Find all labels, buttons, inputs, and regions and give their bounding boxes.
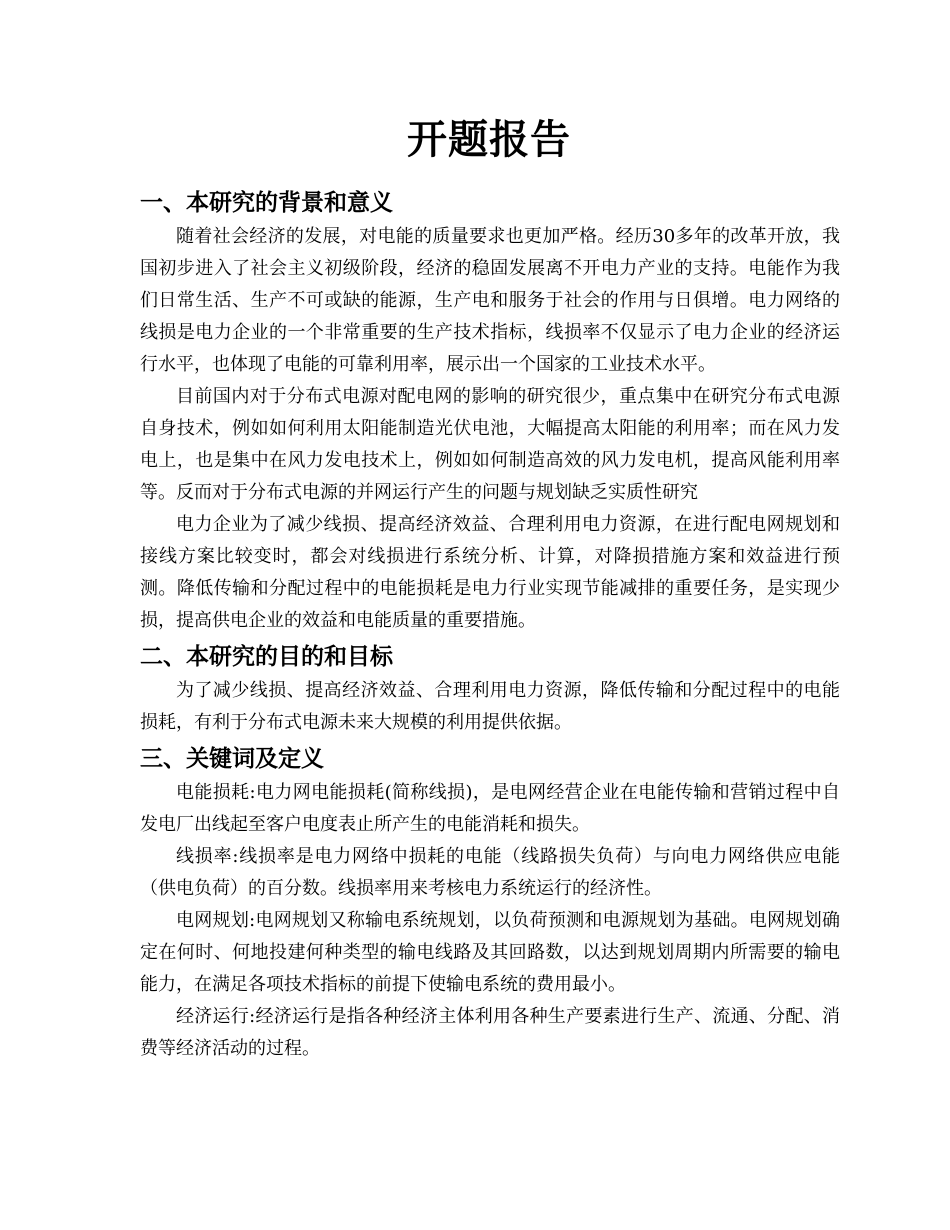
definition-paragraph: 电网规划:电网规划又称输电系统规划，以负荷预测和电源规划为基础。电网规划确定在何时、何地投建何种类型的输电线路及其回路数，以达到规划周期内所需要的输电能力，在满足各项技术指标的前提下使输电系统的费用最小。 [140, 910, 840, 995]
document-title: 开题报告 [407, 116, 571, 163]
section-keywords [140, 742, 840, 1065]
section-heading: 二、本研究的目的和目标 [140, 643, 393, 670]
definition-paragraph: 线损率:线损率是电力网络中损耗的电能（线路损失负荷）与向电力网络供应电能（供电负荷）的百分数。线损率用来考核电力系统运行的经济性。 [140, 846, 840, 899]
paragraph: 为了减少线损、提高经济效益、合理利用电力资源，降低传输和分配过程中的电能损耗，有利于分布式电源未来大规模的利用提供依据。 [140, 680, 840, 733]
definition-paragraph: 经济运行:经济运行是指各种经济主体利用各种生产要素进行生产、流通、分配、消费等经济活动的过程。 [140, 1006, 840, 1059]
section-heading: 三、关键词及定义 [140, 745, 324, 772]
section-goals [140, 640, 840, 739]
paragraph: 电力企业为了减少线损、提高经济效益、合理利用电力资源，在进行配电网规划和接线方案比较变时，都会对线损进行系统分析、计算，对降损措施方案和效益进行预测。降低传输和分配过程中的电能损耗是电力行业实现节能减排的重要任务，是实现少损，提高供电企业的效益和电能质量的重要措施。 [140, 514, 840, 631]
paragraph: 目前国内对于分布式电源对配电网的影响的研究很少，重点集中在研究分布式电源自身技术，例如如何利用太阳能制造光伏电池，大幅提高太阳能的利用率；而在风力发电上，也是集中在风力发电技术上，例如如何制造高效的风力发电机，提高风能利用率等。反而对于分布式电源的并网运行产生的问题与规划缺乏实质性研究 [140, 386, 840, 503]
document-body [140, 186, 840, 1068]
definition-paragraph: 电能损耗:电力网电能损耗(简称线损)，是电网经营企业在电能传输和营销过程中自发电厂出线起至客户电度表止所产生的电能消耗和损失。 [140, 782, 840, 835]
paragraph: 随着社会经济的发展，对电能的质量要求也更加严格。经历30多年的改革开放，我国初步进入了社会主义初级阶段，经济的稳固发展离不开电力产业的支持。电能作为我们日常生活、生产不可或缺的能源，生产电和服务于社会的作用与日俱增。电力网络的线损是电力企业的一个非常重要的生产技术指标，线损率不仅显示了电力企业的经济运行水平，也体现了电能的可靠利用率，展示出一个国家的工业技术水平。 [140, 226, 840, 375]
section-heading: 一、本研究的背景和意义 [140, 189, 393, 216]
section-background [140, 186, 840, 637]
